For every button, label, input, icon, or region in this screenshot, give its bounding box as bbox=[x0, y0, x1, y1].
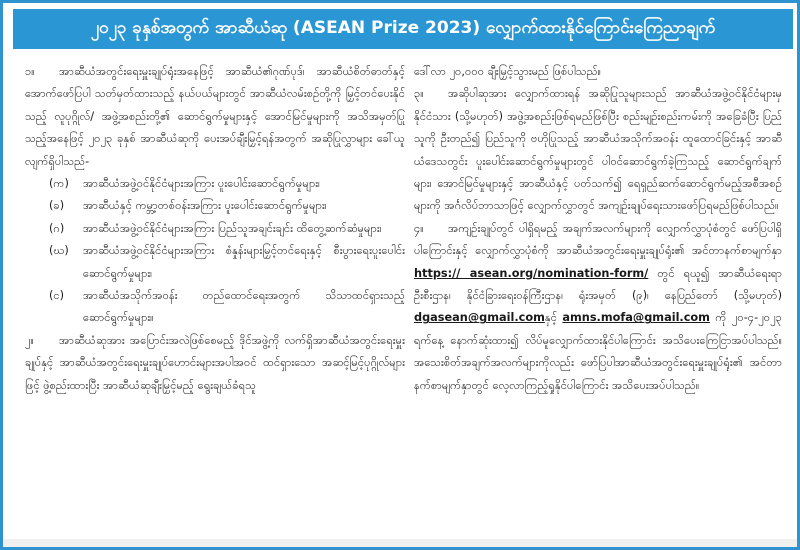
paragraph-1 bbox=[25, 61, 405, 173]
paragraph-number: ၃။ bbox=[414, 87, 424, 101]
left-column bbox=[25, 61, 405, 539]
list-item-text: အာဆီယံအဖွဲ့ဝင်နိုင်ငံများအကြား စံနှုန်းများမြှင့်တင်ရေးနှင့် စီးပွားရေးပူးပေါင်းဆောင်ရွက်မှုများ၊ bbox=[83, 244, 405, 280]
paragraph-text: အကျဉ်းချုပ်တွင် ပါရှိရမည့် အချက်အလက်များကို လျှောက်လွှာပုံစံတွင် ဖော်ပြပါရှိပါကြောင်းနှင့် လျှောက်လွှာပုံစံကို အာဆီယံအတွင်းရေးမှူးချုပ်ရုံး၏ အင်တာနက်စာမျက်နှာ bbox=[414, 221, 782, 258]
list-item-mark: (က) bbox=[49, 177, 69, 191]
list-item bbox=[25, 285, 405, 330]
paragraph-text: အာဆီယံအတွင်းရေးမှူးချုပ်ရုံးအနေဖြင့် အာဆီယံ၏ဂုဏ်ပုဒ်၊ အာဆီယံစိတ်ဓာတ်နှင့် အောက်ဖော်ပြပါ သတ်မှတ်ထားသည့် နယ်ပယ်များတွင် အာဆီယံလမ်းစဉ်တို့ကို မြှင့်တင်ပေးနိုင်သည့် လူပုဂ္ဂိုလ်/ အဖွဲ့အစည်းတို့၏ ဆောင်ရွက်မှုများနှင့် အောင်မြင်မှုများကို အသိအမှတ်ပြုသည့်အနေဖြင့် ၂၀၂၃ ခုနှစ် အာဆီယံဆုကို ပေးအပ်ချီးမြှင့်ရန်အတွက် အဆိုပြုလွှာများ ခေါ်ယူလျက်ရှိပါသည်- bbox=[25, 65, 405, 168]
list-item bbox=[25, 195, 405, 217]
email-link-mofa[interactable]: amns.mofa@gmail.com bbox=[562, 311, 710, 325]
paragraph-3 bbox=[414, 83, 782, 217]
paragraph-text: ကို ၂၀-၄-၂၀၂၃ ရက်နေ့ နောက်ဆုံးထား၍ လိပ်မူလျှောက်ထားနိုင်ပါကြောင်း အသိပေးကြေငြာအပ်ပါသည်။ အသေးစိတ်အချက်အလက်များကိုလည်း ဖော်ပြပါအာဆီယံအတွင်းရေးမှူးချုပ်ရုံး၏ အင်တာနက်စာမျက်နှာတွင် လေ့လာကြည့်ရှုနိုင်ပါကြောင်း အသိပေးအပ်ပါသည်။ bbox=[414, 311, 782, 392]
notice-title-banner bbox=[13, 9, 793, 49]
paragraph-2 bbox=[25, 330, 405, 397]
paragraph-number: ၁။ bbox=[25, 65, 35, 78]
email-link-dgasean[interactable]: dgasean@gmail.com bbox=[414, 311, 545, 325]
list-item-mark: (င) bbox=[49, 289, 65, 303]
nomination-form-link[interactable]: https:// asean.org/nomination-form/ bbox=[414, 266, 649, 280]
list-item bbox=[25, 173, 405, 195]
list-item-text: အာဆီယံနှင့် ကမ္ဘာ့တစ်ဝန်းအကြား ပူးပေါင်းဆောင်ရွက်မှုများ၊ bbox=[83, 199, 327, 213]
paragraph-text: အဆိုပါဆုအား လျှောက်ထားရန် အဆိုပြုသူများသည် အာဆီယံအဖွဲ့ဝင်နိုင်ငံများမှ နိုင်ငံသား (သို့မဟုတ်) အဖွဲ့အစည်းဖြစ်ရမည်ဖြစ်ပြီး စည်းမျဉ်းစည်းကမ်းကို အခြေခံပြီး ပြည်သူကို ဦးတည်၍ ပြည်သူကို ဗဟိုပြုသည့် အာဆီယံအသိုက်အဝန်း ထူထောင်ခြင်းနှင့် အာဆီယံဒေသတွင်း ပူးပေါင်းဆောင်ရွက်မှုများတွင် ပါဝင်ဆောင်ရွက်ခဲ့ကြသည့် ဆောင်ရွက်ချက်များ၊ အောင်မြင်မှုများနှင့် အာဆီယံနှင့် ပတ်သက်၍ ရေရှည်ဆက်ဆောင်ရွက်မည့်အစီအစဉ်များကို အင်္ဂလိပ်ဘာသာဖြင့် လျှောက်လွှာတွင် အကျဉ်းချုပ်ရေးသားဖော်ပြရမည်ဖြစ်ပါသည်။ bbox=[414, 87, 782, 213]
paragraph-text: အာဆီယံဆုအား အပြောင်းအလဲဖြစ်စေမည့် ဒိုင်အဖွဲ့ကို လက်ရှိအာဆီယံအတွင်းရေးမှူးချုပ်နှင့် အာဆီယံအတွင်းရေးမှူးချုပ်ဟောင်းများအပါအဝင် ထင်ရှားသော အဆင့်မြင့်ပုဂ္ဂိုလ်များဖြင့် ဖွဲ့စည်းထားပြီး အာဆီယံဆုချီးမြှင့်မည့် ရွေးချယ်ခံရသူ bbox=[25, 333, 405, 392]
page-bottom-edge bbox=[3, 539, 797, 547]
paragraph-text: ဒေါ်လာ ၂၀,၀၀၀ ချီးမြှင့်သွားမည် ဖြစ်ပါသည်။ bbox=[414, 65, 602, 78]
list-item-text: အာဆီယံအသိုက်အဝန်း တည်ထောင်ရေးအတွက် သိသာထင်ရှားသည့် ဆောင်ရွက်မှုများ။ bbox=[83, 289, 405, 325]
list-item-mark: (ဂ) bbox=[49, 221, 65, 235]
paragraph-number: ၂။ bbox=[25, 333, 34, 347]
list-item-mark: (ခ) bbox=[49, 199, 65, 213]
paragraph-number: ၄။ bbox=[414, 221, 424, 235]
list-item-text: အာဆီယံအဖွဲ့ဝင်နိုင်ငံများအကြား ပြည်သူအချင်းချင်း ထိတွေ့ဆက်ဆံမှုများ၊ bbox=[83, 221, 382, 235]
notice-title: ၂၀၂၃ ခုနှစ်အတွက် အာဆီယံဆု (ASEAN Prize 2023) လျှောက်ထားနိုင်ကြောင်းကြေညာချက် bbox=[90, 17, 716, 38]
list-item bbox=[25, 218, 405, 240]
paragraph-text: တွင် ရယူ၍ အာဆီယံရေးရာဦးစီးဌာန၊ နိုင်ငံခြားရေးဝန်ကြီးဌာန၊ ရုံးအမှတ် (၉)၊ နေပြည်တော် (သို့မဟုတ်) bbox=[414, 266, 782, 303]
paragraph-4 bbox=[414, 218, 782, 397]
list-item-mark: (ဃ) bbox=[49, 244, 69, 258]
paragraph-2-continued bbox=[414, 61, 782, 83]
list-item-text: အာဆီယံအဖွဲ့ဝင်နိုင်ငံများအကြား ပူးပေါင်းဆောင်ရွက်မှုများ၊ bbox=[83, 177, 320, 191]
list-item bbox=[25, 240, 405, 285]
right-column bbox=[414, 61, 782, 539]
conjunction-text: နှင့် bbox=[544, 311, 557, 325]
